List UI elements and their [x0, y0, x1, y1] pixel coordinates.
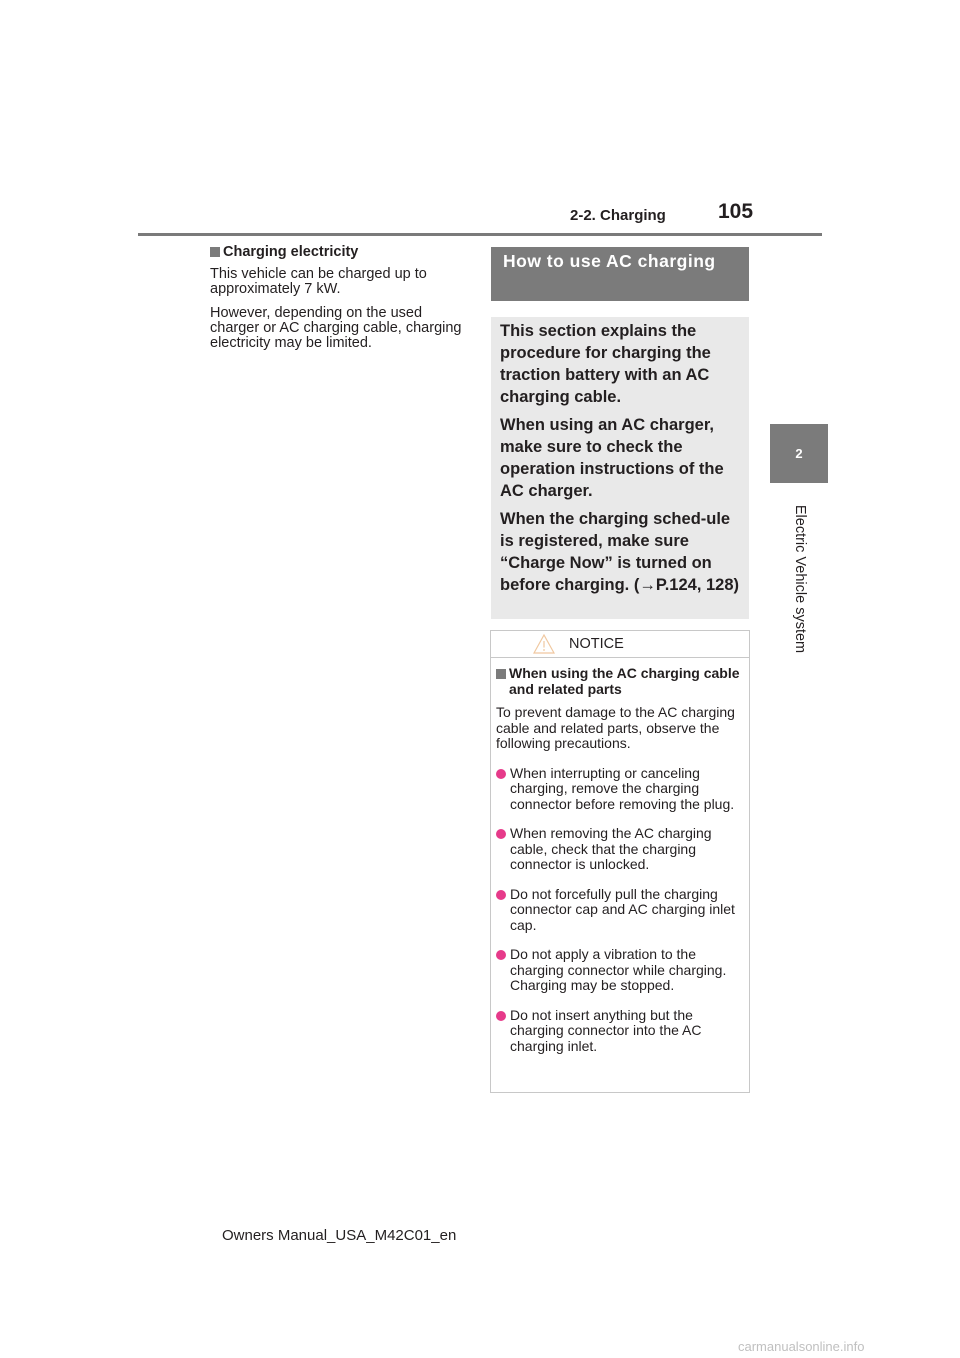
charging-electricity-subheading [210, 243, 465, 261]
intro-paragraph: When the charging sched-ule is registered, make sure “Charge Now” is turned on before charging. (→P.124, 128) [500, 510, 740, 594]
notice-box [490, 630, 750, 1093]
section-heading: How to use AC charging [491, 247, 749, 301]
left-column [210, 243, 465, 351]
notice-item-text: When removing the AC charging cable, check that the charging connector is unlocked. [510, 825, 712, 872]
notice-item-text: Do not insert anything but the charging connector into the AC charging inlet. [510, 1006, 702, 1054]
square-bullet-icon [496, 669, 506, 679]
bullet-dot-icon [496, 829, 506, 839]
chapter-side-label-text: Electric Vehicle system [792, 504, 808, 654]
footer-manual-id: Owners Manual_USA_M42C01_en [222, 1227, 457, 1244]
left-paragraph: This vehicle can be charged up to approximately 7 kW. [210, 266, 427, 297]
notice-list-item [496, 947, 744, 994]
header-divider [138, 233, 822, 236]
notice-header [491, 631, 749, 658]
notice-text: To prevent damage to the AC charging cable and related parts, observe the following precautions. [496, 704, 735, 751]
bullet-dot-icon [496, 950, 506, 960]
notice-body [491, 658, 749, 1054]
notice-list-item [496, 826, 744, 873]
warning-triangle-icon [533, 634, 555, 654]
bullet-dot-icon [496, 890, 506, 900]
page-number: 105 [718, 200, 754, 223]
chapter-tab: 2 [770, 424, 828, 483]
section-intro-box [491, 317, 749, 619]
running-header-section: 2-2. Charging [570, 207, 666, 224]
square-bullet-icon [210, 247, 220, 257]
watermark: carmanualsonline.info [738, 1339, 865, 1354]
notice-list-item [496, 1008, 744, 1055]
notice-subheading [496, 666, 744, 697]
bullet-dot-icon [496, 769, 506, 779]
notice-item-text: Do not apply a vibration to the charging connector while charging. Charging may be stopped. [510, 946, 727, 993]
bullet-dot-icon [496, 1011, 506, 1021]
chapter-side-label [789, 488, 811, 670]
notice-subheading-text: When using the AC charging cable and related parts [509, 665, 740, 697]
notice-title: NOTICE [569, 636, 624, 652]
intro-paragraph: When using an AC charger, make sure to check the operation instructions of the AC charger. [500, 416, 724, 500]
intro-paragraph: This section explains the procedure for charging the traction battery with an AC charging cable. [500, 322, 711, 406]
subheading-text: Charging electricity [223, 244, 359, 260]
notice-list-item [496, 887, 744, 934]
notice-item-text: Do not forcefully pull the charging connector cap and AC charging inlet cap. [510, 885, 735, 933]
left-paragraph: However, depending on the used charger or AC charging cable, charging electricity may be limited. [210, 305, 462, 351]
notice-list-item [496, 766, 744, 813]
notice-item-text: When interrupting or canceling charging, remove the charging connector before removing the plug. [510, 764, 735, 812]
